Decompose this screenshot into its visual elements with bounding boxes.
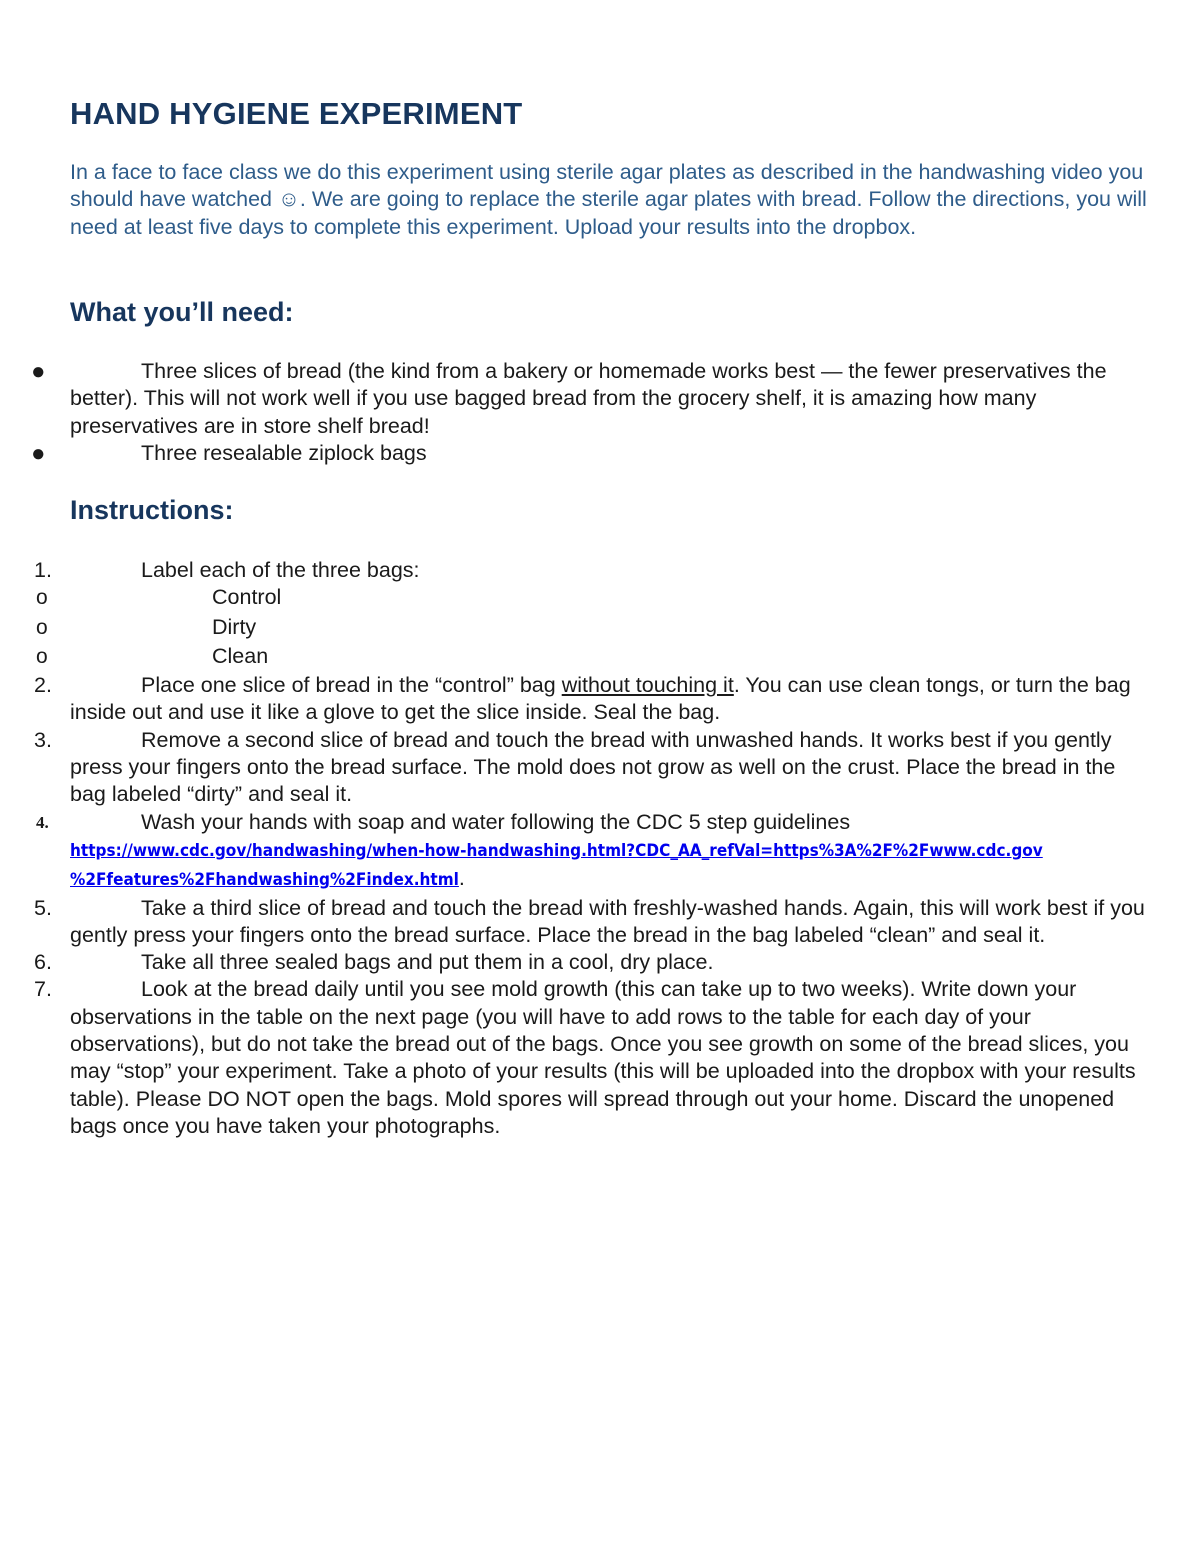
cdc-guidelines-link-continued[interactable]: %2Ffeatures%2Fhandwashing%2Findex.html — [70, 870, 459, 891]
step-number: 3. — [34, 727, 52, 752]
list-item — [0, 440, 1150, 467]
list-item — [0, 358, 1150, 440]
sub-item-control — [0, 584, 1150, 611]
circle-bullet-icon: o — [36, 615, 48, 639]
needs-heading: What you’ll need: — [70, 297, 294, 327]
instructions-heading: Instructions: — [70, 495, 234, 525]
instructions-list — [0, 557, 1150, 1140]
step-number: 6. — [34, 950, 52, 975]
step-number: 1. — [34, 558, 52, 582]
circle-bullet-icon: o — [36, 586, 48, 610]
step-number: 2. — [34, 673, 52, 698]
step-4 — [0, 809, 1150, 895]
step-number: 4. — [36, 812, 49, 832]
needs-list — [0, 358, 1150, 467]
step-7 — [0, 976, 1150, 1140]
sub-item-clean — [0, 643, 1150, 670]
step-text-after: . You can use clean tongs, or turn the bag inside out and use it like a glove to get the slice inside. Seal the bag. — [70, 673, 1131, 725]
intro-paragraph: In a face to face class we do this experiment using sterile agar plates as described in the handwashing video you should have watched ☺. We are going to replace the sterile agar plates with bread. Follow the directions, you will need at least five days to complete this experiment. Upload your results into the dropbox. — [70, 160, 1147, 239]
link-period: . — [458, 866, 465, 891]
step-number: 7. — [34, 977, 52, 1002]
bullet-icon: ● — [31, 439, 46, 467]
step-text: Take all three sealed bags and put them in a cool, dry place. — [141, 950, 714, 975]
step-text-underlined: without touching it — [561, 673, 734, 698]
sub-item-text: Control — [212, 585, 282, 610]
step-text: Wash your hands with soap and water following the CDC 5 step guidelines — [141, 809, 851, 834]
cdc-guidelines-link[interactable]: https://www.cdc.gov/handwashing/when-how-handwashing.html?CDC_AA_refVal=https%3A%2F%2Fwww.cdc.gov — [70, 840, 1043, 861]
need-item-bags: Three resealable ziplock bags — [141, 440, 427, 465]
document-title: HAND HYGIENE EXPERIMENT — [70, 96, 523, 131]
circle-bullet-icon: o — [36, 644, 48, 668]
sub-item-dirty — [0, 614, 1150, 641]
step-2 — [0, 672, 1150, 727]
step-1 — [0, 557, 1150, 584]
sub-item-text: Clean — [212, 643, 269, 668]
step-text: Remove a second slice of bread and touch the bread with unwashed hands. It works best if you gently press your fingers onto the bread surface. The mold does not grow as well on the crust. Place the bread in the bag labeled “dirty” and seal it. — [70, 727, 1116, 807]
step-text: Take a third slice of bread and touch the bread with freshly-washed hands. Again, this will work best if you gently press your fingers onto the bread surface. Place the bread in the bag labeled “clean” and seal it. — [70, 895, 1145, 947]
step-number: 5. — [34, 895, 52, 920]
step-text: Look at the bread daily until you see mold growth (this can take up to two weeks). Write down your observations in the table on the next page (you will have to add rows to the table for each day of your observations), but do not take the bread out of the bags. Once you see growth on some of the bread slices, you may “stop” your experiment. Take a photo of your results (this will be uploaded into the dropbox with your results table). Please DO NOT open the bags. Mold spores will spread through out your home. Discard the unopened bags once you have taken your photographs. — [70, 977, 1136, 1138]
sub-item-text: Dirty — [212, 614, 257, 639]
step-5 — [0, 895, 1150, 950]
step-6 — [0, 949, 1150, 976]
bullet-icon: ● — [31, 358, 46, 385]
step-text: Label each of the three bags: — [141, 558, 420, 582]
step-3 — [0, 727, 1150, 809]
step-text-before: Place one slice of bread in the “control” bag — [141, 673, 562, 698]
need-item-bread: Three slices of bread (the kind from a bakery or homemade works best — the fewer preservatives the better). This will not work well if you use bagged bread from the grocery shelf, it is amazing how many preservatives are in store shelf bread! — [70, 359, 1107, 438]
